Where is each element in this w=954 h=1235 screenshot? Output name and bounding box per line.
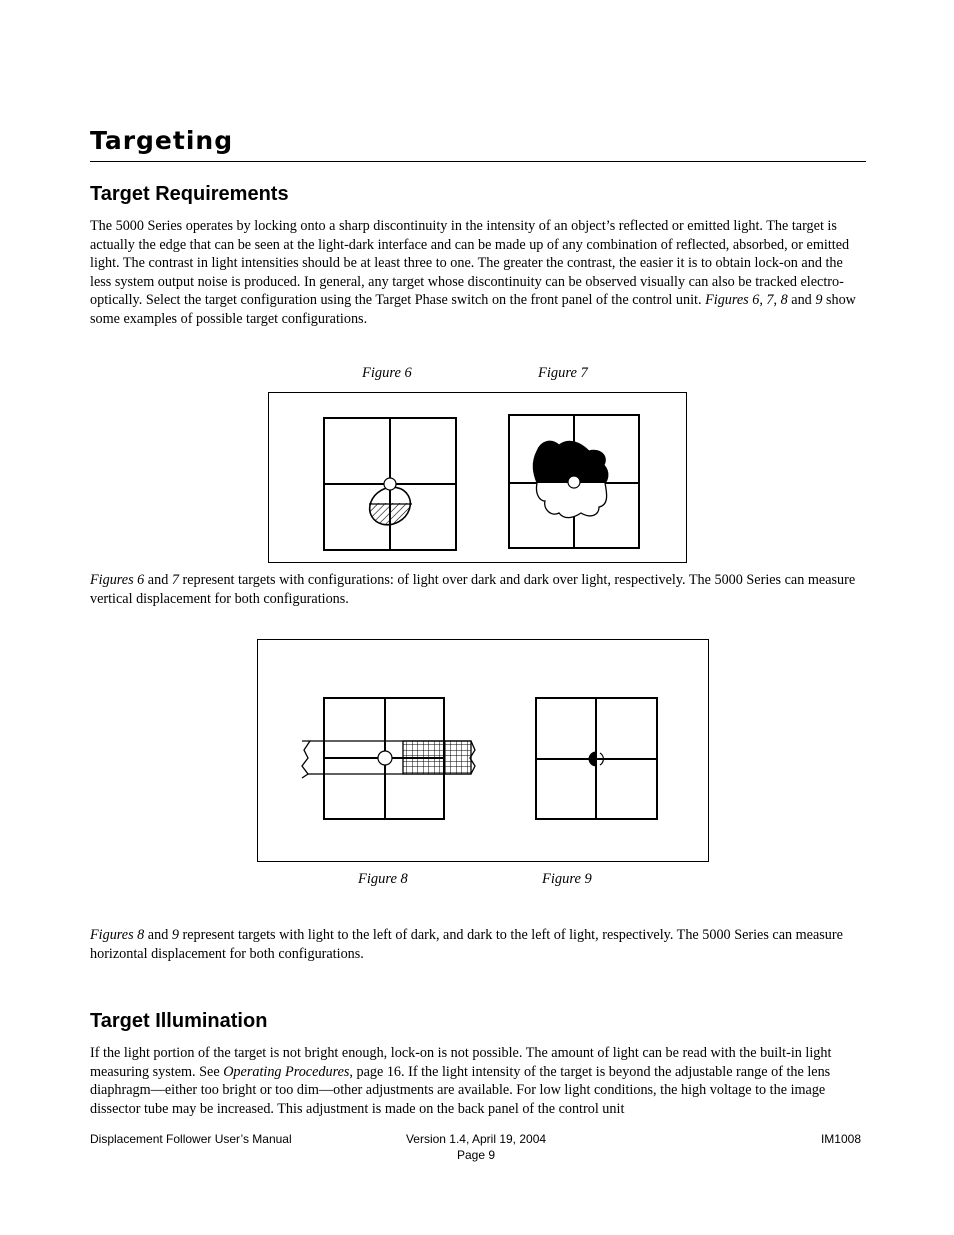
footer-page-number: Page 9: [456, 1148, 496, 1162]
figure-9-caption: Figure 9: [542, 871, 592, 887]
figure-6-caption: Figure 6: [362, 365, 412, 381]
figure-8-caption: Figure 8: [358, 871, 408, 887]
section-heading-requirements: Target Requirements: [90, 183, 289, 205]
figures-6-7-description: Figures 6 and 7 represent targets with configurations: of light over dark and dark over light, respectively. The 5000 Series can measure vertical displacement for both configurations.: [90, 572, 856, 607]
figure-8-9-drawing: [258, 640, 708, 861]
footer-version-date: Version 1.4, April 19, 2004: [405, 1132, 547, 1146]
figure-8-9-frame: [257, 639, 709, 862]
figure-7-target: [509, 415, 639, 548]
illumination-paragraph: If the light portion of the target is not bright enough, lock-on is not possible. The amount of light can be read with the built-in light measuring system. See Operating Procedures, page 16. If the light intensity of the target is beyond the adjustable range of the lens diaphragm—either too bright or too dim—other adjustments are available. For low light conditions, the high voltage to the image dissector tube may be increased. This adjustment is made on the back panel of the control unit: [90, 1045, 832, 1117]
figure-9-target: [536, 698, 657, 819]
footer-version: [376, 1131, 576, 1163]
figure-7-caption: Figure 7: [538, 365, 588, 381]
section-heading-illumination: Target Illumination: [90, 1010, 268, 1032]
title-rule: [90, 161, 866, 162]
footer-manual-title: Displacement Follower User’s Manual: [90, 1132, 292, 1146]
figure-6-7-drawing: [269, 393, 686, 562]
footer-doc-id: IM1008: [820, 1132, 861, 1146]
page-title: Targeting: [90, 126, 234, 155]
figure-8-target: [302, 698, 475, 819]
figure-6-target: [324, 418, 456, 550]
requirements-paragraph: The 5000 Series operates by locking onto a sharp discontinuity in the intensity of an object’s reflected or emitted light. The target is actually the edge that can be seen at the light-dark interface and can be made up of any combination of reflected, absorbed, or emitted light. The contrast in light intensities should be at least three to one. The greater the contrast, the easier it is to obtain lock-on and the less system output noise is produced. In general, any target whose discontinuity can be observed visually can also be tracked electro-optically. Select the target configuration using the Target Phase switch on the front panel of the control unit. Figures 6, 7, 8 and 9 show some examples of possible target configurations.: [90, 218, 856, 327]
figures-8-9-description: Figures 8 and 9 represent targets with light to the left of dark, and dark to the left of light, respectively. The 5000 Series can measure horizontal displacement for both configurations.: [90, 927, 843, 962]
figure-6-7-frame: [268, 392, 687, 563]
